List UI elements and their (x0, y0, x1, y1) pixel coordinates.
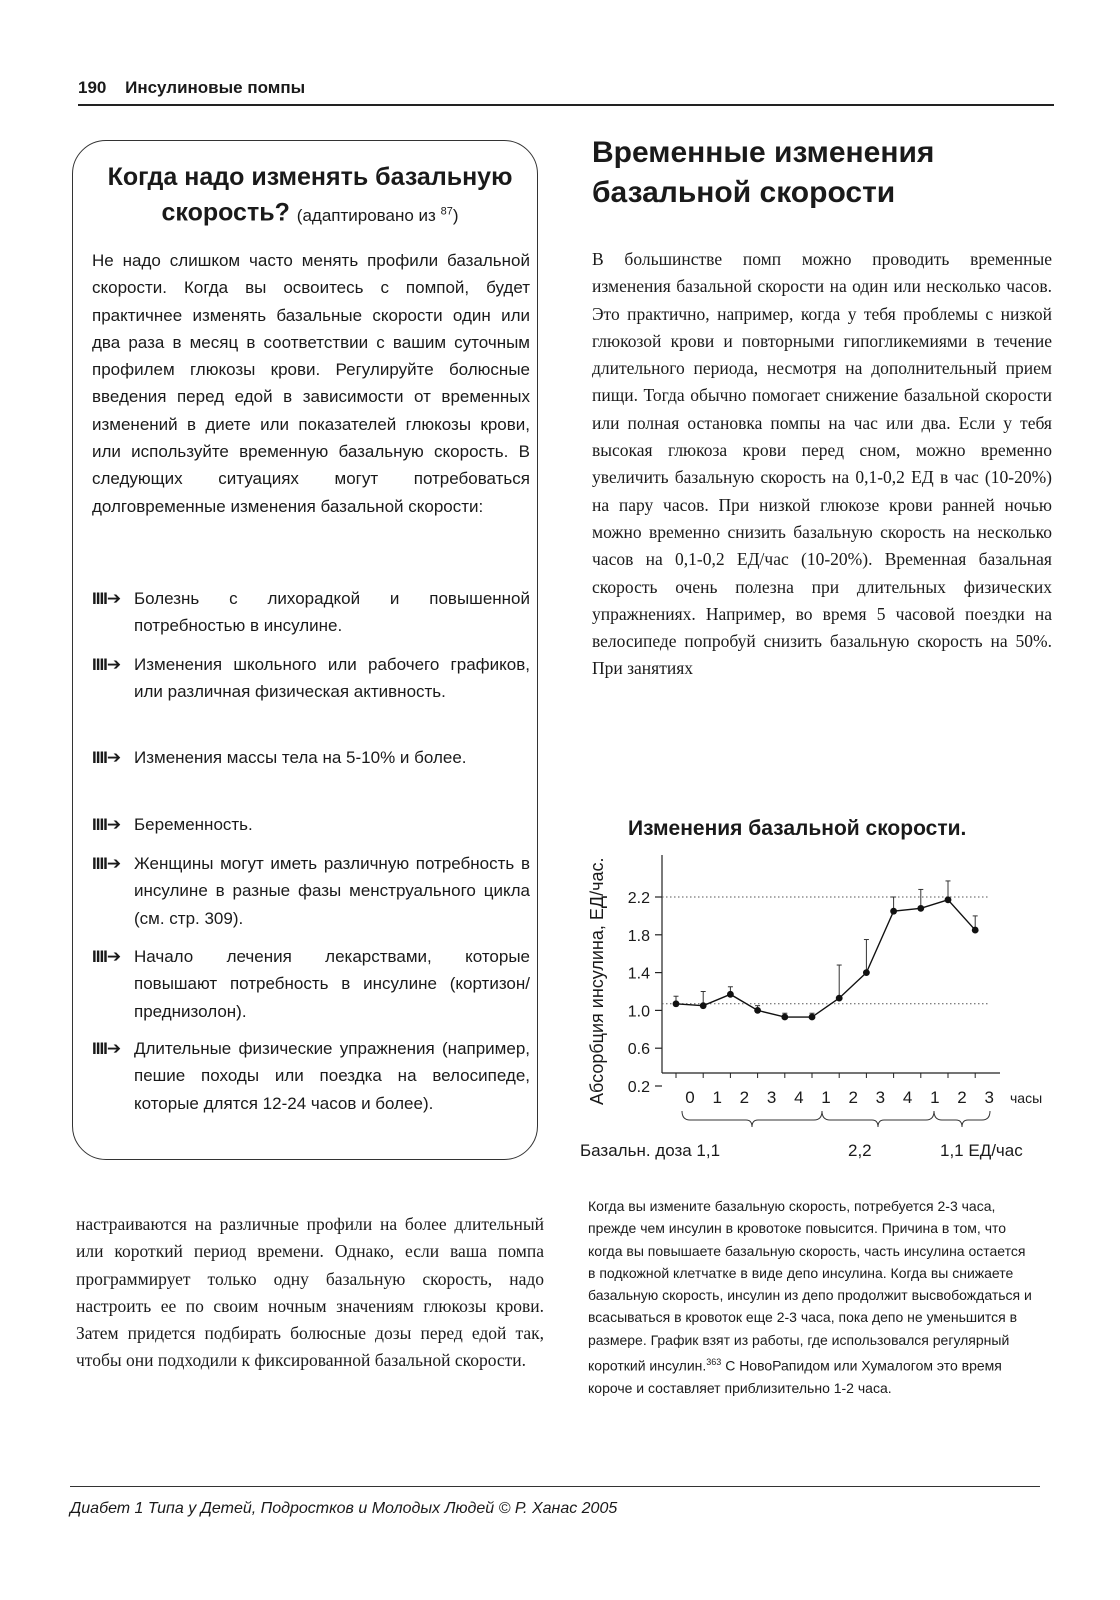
chart-x-tick-label: 2 (739, 1088, 750, 1107)
left-bottom-paragraph: настраиваются на различные профили на более длительный или короткий период времени. Однако, если ваша помпа программирует только одну базальную скорость, надо настроить ее по своим ночным значениям глюкозы крови. Затем придется подбирать болюсные дозы перед едой так, чтобы они подходили к фиксированной базальной скорости. (76, 1214, 544, 1371)
section-heading-line1: Временные изменения (592, 136, 935, 169)
chart-group-label: 1,1 ЕД/час (940, 1141, 1023, 1160)
sidebar-bullet (92, 1035, 530, 1117)
sidebar-title-line2: скорость? (161, 198, 290, 227)
bullet-arrow-icon: IIII➔ (92, 947, 121, 966)
sidebar-bullet (92, 943, 530, 1025)
sidebar-bullet (92, 811, 530, 838)
chart-title: Изменения базальной скорости. (628, 817, 967, 840)
sidebar-bullet-text: Болезнь с лихорадкой и повышенной потребностью в инсулине. (134, 589, 530, 636)
chart-group-label: Базальн. доза 1,1 (580, 1141, 721, 1160)
chart-y-tick-label: 1.8 (627, 927, 650, 945)
running-title: Инсулиновые помпы (125, 78, 306, 97)
chart-x-tick-label: 1 (712, 1088, 722, 1107)
chart-data-point (727, 991, 734, 998)
chart-caption-ref: 363 (706, 1357, 722, 1368)
chart-y-tick-label: 0.2 (627, 1079, 650, 1096)
sidebar-intro: Не надо слишком часто менять профили базальной скорости. Когда вы освоитесь с помпой, будет практичнее изменять базальные скорости один или два раза в месяц в соответствии с вашим суточным профилем глюкозы крови. Регулируйте болюсные введения перед едой в зависимости от временных изменений в диете или показателей глюкозы крови, или используйте временную базальную скорость. В следующих ситуациях могут потребоваться долговременные изменения базальной скорости: (92, 251, 530, 516)
sidebar-title-ref: 87 (440, 205, 453, 217)
chart-data-point (673, 1000, 680, 1007)
chart-x-tick-label: 3 (984, 1088, 994, 1107)
footer-rule (70, 1486, 1040, 1487)
sidebar-bullet-text: Длительные физические упражнения (например, пешие походы или поездка на велосипеде, которые длятся 12-24 часов и более). (134, 1039, 530, 1113)
chart-y-tick-label: 1.4 (627, 965, 650, 983)
chart-x-tick-label: 0 (685, 1088, 695, 1107)
chart-data-point (917, 905, 924, 912)
header-rule (78, 104, 1054, 106)
chart-group-bracket (822, 1111, 934, 1127)
chart-x-tick-label: 3 (875, 1088, 886, 1107)
section-paragraph: В большинстве помп можно проводить временные изменения базальной скорости на один или несколько часов. Это практично, например, когда у тебя проблемы с низкой глюкозой крови и повторными гипогликемиями в течение длительного периода, несмотря на дополнительный прием пищи. Тогда обычно помогает снижение базальной скорости или полная остановка помпы на час или два. Если у тебя высокая глюкоза крови перед сном, можно временно увеличить базальную скорость на 0,1-0,2 ЕД в час (10-20%) на пару часов. При низкой глюкозе крови ранней ночью можно временно снизить базальную скорость на несколько часов на 0,1-0,2 ЕД/час (10-20%). Временная базальная скорость очень полезна при длительных физических упражнениях. Например, во время 5 часовой поездки на велосипеде попробуй снизить базальную скорость на 50%. При занятиях (592, 249, 1052, 679)
sidebar-bullet-text: Начало лечения лекарствами, которые повышают потребность в инсулине (кортизон/преднизолон). (134, 947, 530, 1021)
sidebar-bullet-text: Изменения школьного или рабочего графиков, или различная физическая активность. (134, 655, 530, 702)
chart-y-tick-label: 1.0 (627, 1003, 650, 1021)
sidebar-bullet-text: Изменения массы тела на 5-10% и более. (134, 748, 467, 767)
chart-data-point (890, 908, 897, 915)
sidebar-title-line1: Когда надо изменять базальную (107, 163, 513, 191)
sidebar-title (90, 160, 530, 233)
chart-group-bracket (934, 1111, 990, 1127)
chart-x-tick-label: 4 (794, 1088, 804, 1107)
page-number: 190 (78, 78, 107, 97)
chart-series-line (676, 900, 975, 1017)
chart-caption-tail: С НовоРапидом или Хумалогом это время короче и составляет приблизительно 1-2 часа. (588, 1357, 1002, 1397)
chart-x-tick-label: 1 (821, 1088, 831, 1107)
chart-data-point (809, 1014, 816, 1021)
section-heading-line2: базальной скорости (592, 176, 896, 209)
chart-x-tick-label: 4 (902, 1088, 913, 1107)
sidebar-bullet (92, 850, 530, 932)
sidebar-bullet (92, 651, 530, 706)
chart-x-tick-label: 1 (930, 1088, 940, 1107)
chart-x-label: часы (1010, 1090, 1043, 1106)
section-heading (592, 133, 1052, 213)
sidebar-bullet-text: Беременность. (134, 815, 253, 834)
bullet-arrow-icon: IIII➔ (92, 589, 121, 608)
chart-y-tick-label: 2.2 (627, 890, 650, 907)
bullet-arrow-icon: IIII➔ (92, 1039, 121, 1058)
footer-text: Диабет 1 Типа у Детей, Подростков и Молодых Людей © Р. Ханас 2005 (70, 1500, 618, 1517)
chart-data-point (972, 927, 979, 934)
chart-y-tick-label: 0.6 (627, 1041, 650, 1059)
sidebar-bullet (92, 744, 530, 771)
chart-caption (588, 1195, 1033, 1399)
chart-x-tick-label: 2 (848, 1088, 858, 1107)
sidebar-bullet (92, 585, 530, 640)
chart-data-point (945, 896, 952, 903)
chart-data-point (863, 969, 870, 976)
bullet-arrow-icon: IIII➔ (92, 655, 121, 674)
basal-rate-chart (570, 805, 1050, 1180)
chart-data-point (781, 1014, 788, 1021)
running-head (78, 78, 305, 98)
chart-x-tick-label: 2 (957, 1088, 967, 1107)
chart-y-label: Абсорбция инсулина, ЕД/час. (587, 857, 607, 1105)
chart-x-tick-label: 3 (766, 1088, 777, 1107)
chart-group-label: 2,2 (848, 1141, 872, 1160)
chart-group-bracket (682, 1111, 822, 1127)
chart-caption-text: Когда вы измените базальную скорость, потребуется 2-3 часа, прежде чем инсулин в кровотоке повысится. Причина в том, что когда вы повышаете базальную скорость, часть инсулина остается в подкожной клетчатке в виде депо инсулина. Когда вы снижаете базальную скорость, инсулин из депо продолжит высвобождаться и всасываться в кровоток еще 2-3 часа, пока депо не уменьшится в размере. График взят из работы, где использовался регулярный короткий инсулин. (588, 1198, 1032, 1374)
chart-data-point (836, 995, 843, 1002)
sidebar-bullet-text: Женщины могут иметь различную потребность в инсулине в разные фазы менструального цикла (см. стр. 309). (134, 854, 530, 928)
bullet-arrow-icon: IIII➔ (92, 748, 121, 767)
chart-data-point (754, 1007, 761, 1014)
chart-data-point (700, 1002, 707, 1009)
bullet-arrow-icon: IIII➔ (92, 815, 121, 834)
sidebar-title-adapted: (адаптировано из $^{87}$) (296, 205, 459, 225)
bullet-arrow-icon: IIII➔ (92, 854, 121, 873)
